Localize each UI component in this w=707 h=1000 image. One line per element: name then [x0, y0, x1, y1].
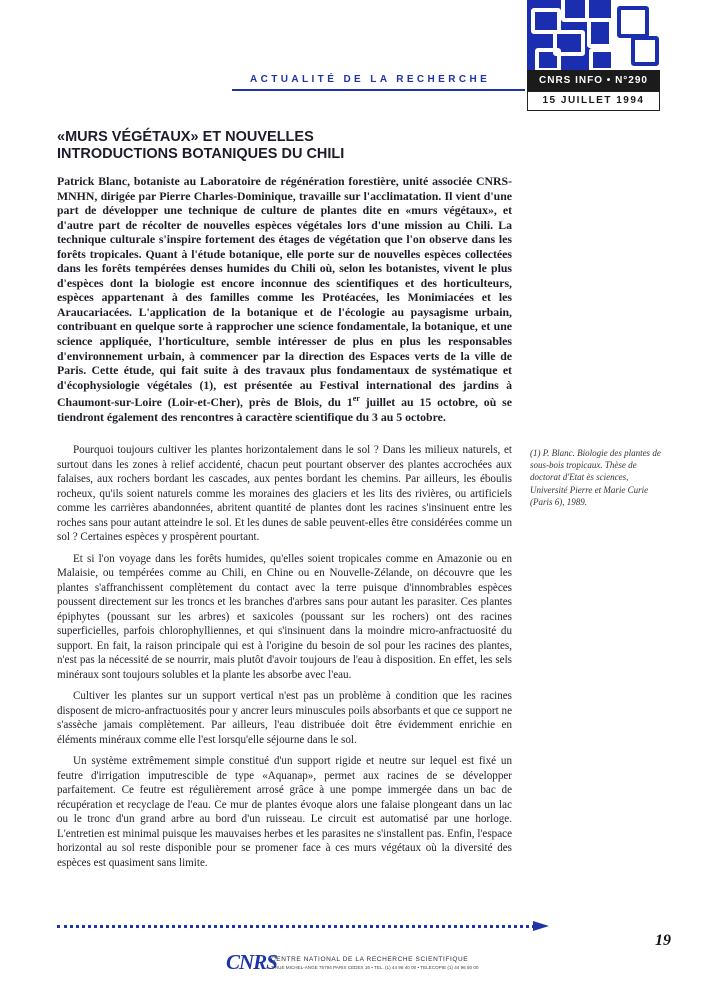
section-label: ACTUALITÉ DE LA RECHERCHE [250, 74, 491, 85]
header-rule [232, 89, 525, 91]
issue-date: 15 JUILLET 1994 [527, 91, 660, 111]
footer-dotted-line [57, 925, 535, 928]
page-number: 19 [655, 932, 671, 949]
lead-text-end: juillet au 15 octobre, où se tiendront également des rencontres à caractère scientifique du 3 au 5 octobre. [57, 395, 512, 424]
organization-address: 3 RUE MICHEL-ANGE 75794 PARIS CEDEX 16 • TEL. (1) 44 96 40 00 • TELECOPIE (1) 44 96 50 00 [271, 965, 479, 970]
body-paragraph: Pourquoi toujours cultiver les plantes horizontalement dans le sol ? Dans les milieux naturels, et surtout dans les zones à relief accidenté, chacun peut pourtant observer des plantes accrochées aux falaises, aux rochers bordant les cascades, aux pentes bordant les chemins. Par ailleurs, les éboulis rocheux, qu'ils soient naturels comme les moraines des glaciers et les lits des rivières, ou artificiels comme les carrières abandonnées, abritent quantité de plantes dont les racines s'insinuent entre les roches sans pour autant atteindre le sol. Et les dunes de sable peuvent-elles être considérées comme un sol ? Certaines espèces y prospèrent pourtant. [57, 444, 512, 543]
article-title: «MURS VÉGÉTAUX» ET NOUVELLES INTRODUCTIONS BOTANIQUES DU CHILI [57, 129, 345, 162]
issue-number: CNRS INFO • N°290 [527, 70, 660, 91]
cnrs-logo: CNRS [226, 950, 277, 974]
organization-name: CENTRE NATIONAL DE LA RECHERCHE SCIENTIFIQUE [271, 956, 469, 963]
body-paragraph: Cultiver les plantes sur un support vertical n'est pas un problème à condition que les racines disposent de micro-anfractuosités pour y ancrer leurs minuscules poils absorbants et que ce support ne s'assèche jamais complètement. Par ailleurs, l'eau distribuée doit être évidemment enrichie en éléments minéraux comme elle l'est lorsqu'elle séjourne dans le sol. [57, 690, 512, 746]
puzzle-logo-icon [527, 0, 660, 70]
lead-text: Patrick Blanc, botaniste au Laboratoire de régénération forestière, unité associée CNRS-MNHN, dirigée par Pierre Charles-Dominique, travaille sur l'acclimatation. Il vient d'une part de développer une technique de culture de plantes dite en «murs végétaux», et d'autre part de récolter de nouvelles espèces végétales lors d'une mission au Chili. La technique culturale s'inspire fortement des étages de végétation que l'on observe dans les forêts tropicales. Quant à l'étude botanique, elle porte sur de nouvelles espèces collectées dans les forêts tempérées denses humides du Chili où, selon les botanistes, vivent le plus d'espèces dont la biologie est encore inconnue des scientifiques et des horticulteurs, espèces appartenant à des familles comme les Protéacées, les Monimiacées et les Araucariacées. L'application de la botanique et de l'écologie au paysagisme urbain, contribuant en quelque sorte à rapprocher une science fondamentale, la botanique, et une science appliquée, l'horticulture, semble intéresser de plus en plus les responsables d'environnement urbain, à commencer par la direction des Espaces verts de la ville de Paris. Cette étude, qui fait suite à des travaux plus fondamentaux de systématique et d'écophysiologie végétales (1), est présentée au Festival international des jardins à Chaumont-sur-Loire (Loir-et-Cher), près de Blois, du 1 [57, 174, 512, 410]
body-paragraph: Un système extrêmement simple constitué d'un support rigide et neutre sur lequel est fixé un feutre d'irrigation imputrescible de type «Aquanap», permet aux racines de se développer parfaitement. Ce feutre est régulièrement arrosé grâce à une pompe immergée dans un bac de récupération et recyclage de l'eau. Ce mur de plantes évoque alors une falaise plongeant dans un lac ou le tronc d'un grand arbre au bord d'un ruisseau. Le circuit est automatisé par une horloge. L'entretien est minimal puisque les mauvaises herbes et les parasites ne s'installent pas. Enfin, l'espace horizontal au sol reste disponible pour se promener face à ces murs végétaux où la diversité des espèces est quasiment sans limite. [57, 755, 512, 869]
lead-superscript: er [352, 394, 360, 404]
article-body [57, 443, 512, 877]
footnote: (1) P. Blanc. Biologie des plantes de sous-bois tropicaux. Thèse de doctorat d'Etat ès sciences, Université Pierre et Marie Curie (Paris 6), 1989. [530, 448, 661, 507]
article-lead [57, 174, 512, 424]
body-paragraph: Et si l'on voyage dans les forêts humides, qu'elles soient tropicales comme en Amazonie ou en Malaisie, ou tempérées comme au Chili, en Chine ou en Nouvelle-Zélande, on découvre que les plantes s'affranchissent complètement du contact avec la terre puisque d'innombrables espèces poussent directement sur les troncs et les branches d'arbres sans pour autant les parasiter. Ces plantes épiphytes (poussant sur les arbres) et saxicoles (poussant sur les rochers) ont des racines superficielles, parfois chlorophylliennes, et qui s'insinuent dans la moindre micro-anfractuosité du support. En fait, la raison principale qui est à l'origine du besoin de sol pour les racines des plantes, n'est pas la nécessité de se nourrir, mais plutôt d'avoir toujours de l'eau à disposition. En effet, les sels minéraux sont toujours solubles et la plante les absorbe avec l'eau. [57, 552, 512, 681]
arrow-right-icon [533, 921, 549, 931]
